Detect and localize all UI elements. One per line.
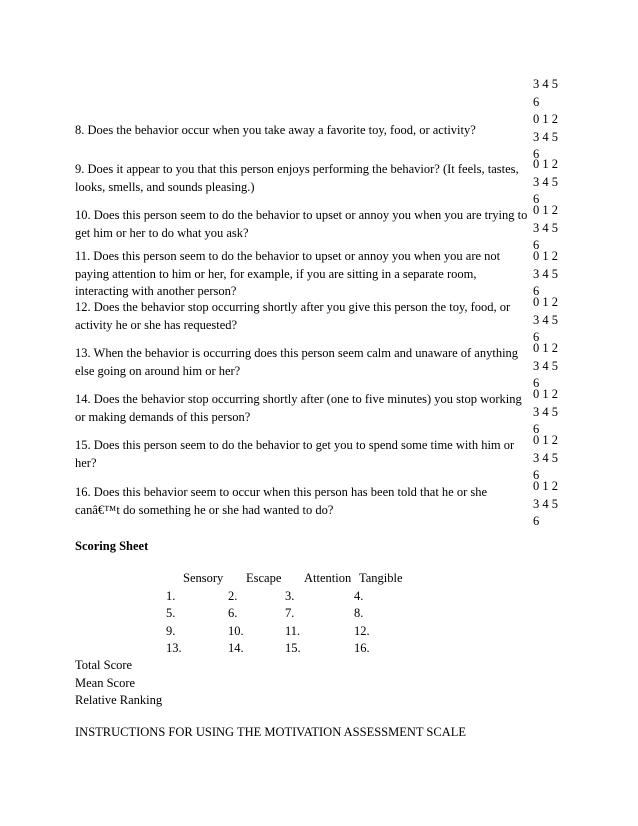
scale-values: 0 1 2 [533,295,558,309]
column-header-attention: Attention [304,571,352,585]
relative-ranking-label: Relative Ranking [75,693,163,707]
scale-values: 0 1 2 [533,387,558,401]
rating-scale [533,202,573,255]
scale-values: 3 4 5 [533,174,558,189]
column-header-sensory: Sensory [183,571,224,585]
score-cell: 3. [285,589,295,603]
score-cell: 4. [354,589,364,603]
scoring-sheet-heading: Scoring Sheet [75,539,149,553]
scale-values: 0 1 2 [533,341,558,355]
scale-values: 3 4 5 [533,77,558,91]
scale-values: 6 [533,238,540,252]
question-text: 9. Does it appear to you that this person enjoys performing the behavior? (It feels, tastes, looks, smells, and sounds pleasing.) [75,162,519,194]
question-text: 16. Does this behavior seem to occur when this person has been told that he or she canâ€™t do something he or she had wanted to do? [75,485,488,517]
scale-values: 6 [533,422,540,436]
scale-values: 6 [533,192,540,206]
question-text: 8. Does the behavior occur when you take away a favorite toy, food, or activity? [75,123,476,137]
question-text: 12. Does the behavior stop occurring shortly after you give this person the toy, food, or activity he or she has requested? [75,300,511,332]
score-cell: 10. [228,624,244,638]
score-cell: 7. [285,606,295,620]
rating-scale [533,478,573,531]
score-cell: 16. [354,641,370,655]
scale-values: 3 4 5 [533,129,558,144]
scale-values: 0 1 2 [533,203,558,217]
scale-values: 6 [533,147,540,161]
question-text: 11. Does this person seem to do the behavior to upset or annoy you when you are not paying attention to him or her, for example, if you are sitting in a separate room, interacting with another person? [75,249,501,298]
question-text: 10. Does this person seem to do the behavior to upset or annoy you when you are trying to get him or her to do what you ask? [75,208,528,240]
score-cell: 6. [228,606,238,620]
instructions-heading: INSTRUCTIONS FOR USING THE MOTIVATION ASSESSMENT SCALE [75,725,467,739]
scale-values: 0 1 2 [533,479,558,493]
question-text: 14. Does the behavior stop occurring shortly after (one to five minutes) you stop working or making demands of this person? [75,392,522,424]
scale-values: 6 [533,94,540,109]
scale-values: 0 1 2 [533,249,558,263]
column-header-tangible: Tangible [359,571,403,585]
rating-scale [533,386,573,439]
rating-scale [533,156,573,209]
scale-values: 3 4 5 [533,404,558,419]
score-cell: 12. [354,624,370,638]
column-header-escape: Escape [246,571,282,585]
scale-values: 6 [533,376,540,390]
score-cell: 9. [166,624,176,638]
scale-values: 3 4 5 [533,266,558,281]
scale-values: 0 1 2 [533,157,558,171]
scale-values: 6 [533,330,540,344]
scale-values: 3 4 5 [533,496,558,511]
scale-values: 6 [533,468,540,482]
scale-values: 3 4 5 [533,220,558,235]
mean-score-label: Mean Score [75,676,136,690]
rating-scale [533,294,573,347]
total-score-label: Total Score [75,658,133,672]
scale-values: 0 1 2 [533,433,558,447]
rating-scale [533,248,573,301]
question-text: 13. When the behavior is occurring does this person seem calm and unaware of anything else going on around him or her? [75,346,519,378]
question-text: 15. Does this person seem to do the behavior to get you to spend some time with him or her? [75,438,515,470]
scale-values: 6 [533,514,540,528]
rating-scale [533,432,573,485]
score-cell: 2. [228,589,238,603]
scale-values: 3 4 5 [533,312,558,327]
score-cell: 5. [166,606,176,620]
scale-values: 3 4 5 [533,450,558,465]
scale-values: 6 [533,284,540,298]
score-cell: 14. [228,641,244,655]
score-cell: 8. [354,606,364,620]
scale-values: 3 4 5 [533,358,558,373]
score-cell: 13. [166,641,182,655]
rating-scale [533,340,573,393]
score-cell: 15. [285,641,301,655]
score-cell: 1. [166,589,176,603]
scale-values: 0 1 2 [533,112,558,126]
score-cell: 11. [285,624,301,638]
